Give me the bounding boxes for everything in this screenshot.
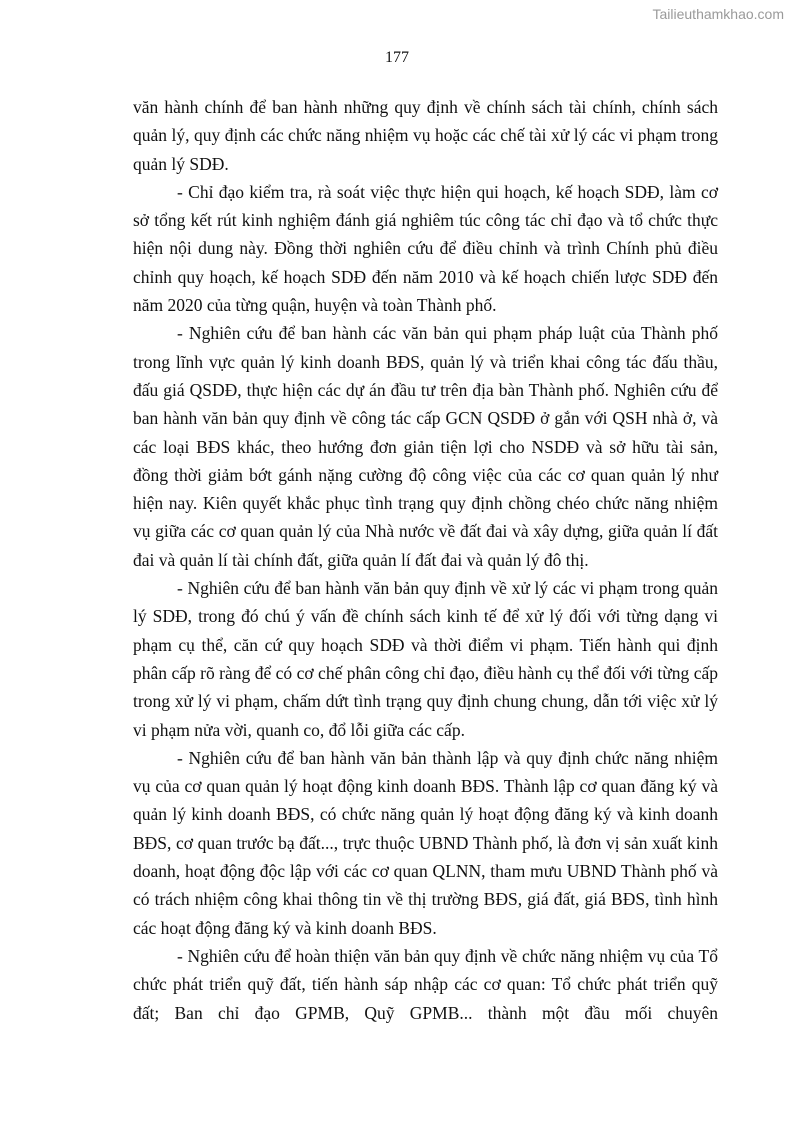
paragraph-6: - Nghiên cứu để hoàn thiện văn bản quy định về chức năng nhiệm vụ của Tổ chức phát triển quỹ đất, tiến hành sáp nhập các cơ quan: Tổ chức phát triển quỹ đất; Ban chỉ đạo GPMB, Quỹ GPMB... thành một đầu mối chuyên xyxy=(133,945,718,1023)
paragraph-2: - Chỉ đạo kiểm tra, rà soát việc thực hiện qui hoạch, kế hoạch SDĐ, làm cơ sở tổng kết rút kinh nghiệm đánh giá nghiêm túc công tác chỉ đạo và tổ chức thực hiện nội dung này. Đồng thời nghiên cứu để điều chỉnh và trình Chính phủ điều chỉnh quy hoạch, kế hoạch SDĐ đến năm 2010 và kế hoạch chiến lược SDĐ đến năm 2020 của từng quận, huyện và toàn Thành phố. xyxy=(133,181,718,316)
paragraph-1: văn hành chính để ban hành những quy định về chính sách tài chính, chính sách quản lý, quy định các chức năng nhiệm vụ hoặc các chế tài xử lý các vi phạm trong quản lý SDĐ. xyxy=(133,97,718,174)
watermark: Tailieuthamkhao.com xyxy=(652,6,784,22)
page-number: 177 xyxy=(385,49,409,66)
paragraph-4: - Nghiên cứu để ban hành văn bản quy định về xử lý các vi phạm trong quản lý SDĐ, trong đó chú ý vấn đề chính sách kinh tế để xử lý đối với từng dạng vi phạm cụ thể, căn cứ quy hoạch SDĐ và thời điểm vi phạm. Tiến hành qui định phân cấp rõ ràng để có cơ chế phân công chỉ đạo, điều hành cụ thể đối với từng cấp trong xử lý vi phạm, chấm dứt tình trạng quy định chung chung, dẫn tới việc xử lý vi phạm nửa vời, quanh co, đổ lỗi giữa các cấp. xyxy=(133,578,718,740)
paragraph-5: - Nghiên cứu để ban hành văn bản thành lập và quy định chức năng nhiệm vụ của cơ quan quản lý hoạt động kinh doanh BĐS. Thành lập cơ quan đăng ký và quản lý kinh doanh BĐS, có chức năng quản lý hoạt động đăng ký và kinh doanh BĐS, cơ quan trước bạ đất..., trực thuộc UBND Thành phố, là đơn vị sản xuất kinh doanh, hoạt động độc lập với các cơ quan QLNN, tham mưu UBND Thành phố và có trách nhiệm công khai thông tin về thị trường BĐS, giá đất, giá BĐS, tình hình các hoạt động đăng ký và kinh doanh BĐS. xyxy=(133,747,718,938)
body-text xyxy=(133,93,718,1027)
paragraph-3: - Nghiên cứu để ban hành các văn bản qui phạm pháp luật của Thành phố trong lĩnh vực quản lý kinh doanh BĐS, quản lý và triển khai công tác đấu thầu, đấu giá QSDĐ, thực hiện các dự án đầu tư trên địa bàn Thành phố. Nghiên cứu để ban hành văn bản quy định về công tác cấp GCN QSDĐ ở gắn với QSH nhà ở, và các loại BĐS khác, theo hướng đơn giản tiện lợi cho NSDĐ và sở hữu tài sản, đồng thời giảm bớt gánh nặng cường độ công việc của các cơ quan quản lý như hiện nay. Kiên quyết khắc phục tình trạng quy định chồng chéo chức năng nhiệm vụ giữa các cơ quan quản lý của Nhà nước về đất đai và xây dựng, giữa quản lí đất đai và quản lí tài chính đất, giữa quản lí đất đai và quản lý đô thị. xyxy=(133,323,718,570)
